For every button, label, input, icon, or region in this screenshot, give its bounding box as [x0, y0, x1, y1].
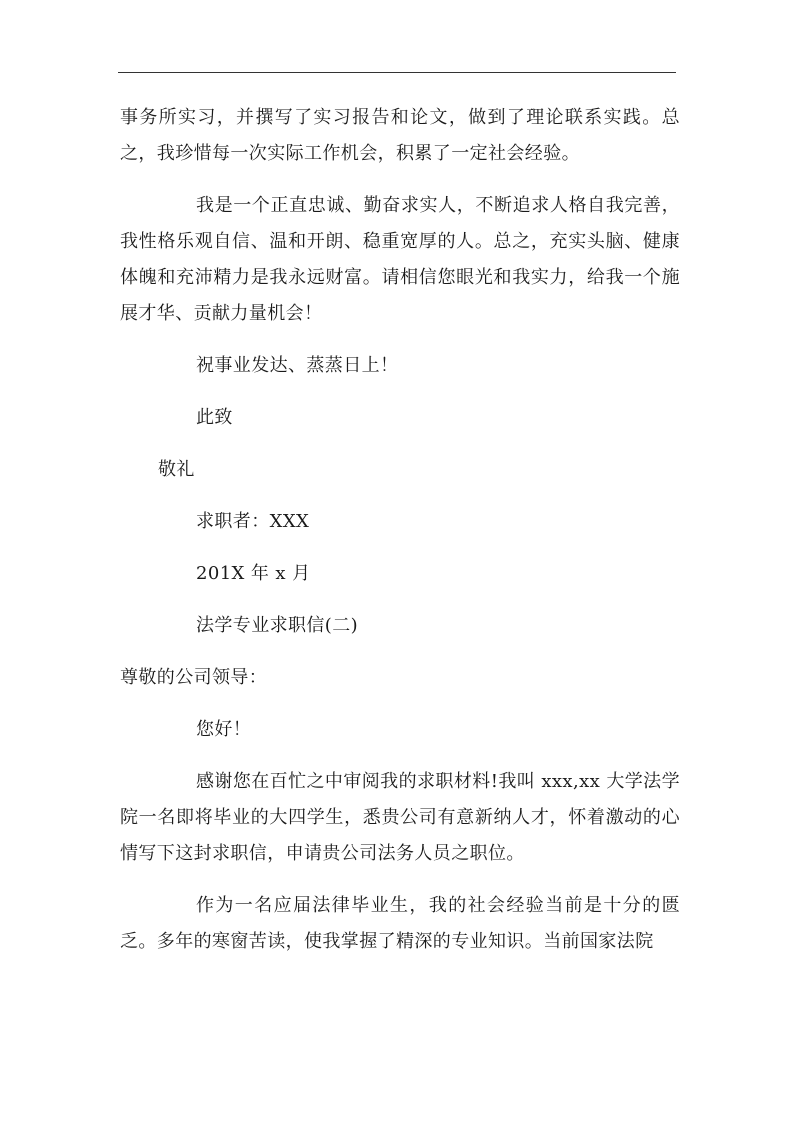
paragraph-introduction: 感谢您在百忙之中审阅我的求职材料!我叫 xxx,xx 大学法学院一名即将毕业的大四学生，悉贵公司有意新纳人才，怀着激动的心情写下这封求职信，申请贵公司法务人员之职位。 — [120, 771, 680, 864]
signature: 求职者：XXX — [196, 511, 310, 532]
salutation: 尊敬的公司领导： — [120, 667, 268, 688]
header-rule — [118, 72, 676, 73]
greeting: 您好！ — [196, 719, 252, 740]
document-body — [120, 100, 680, 976]
paragraph-internship: 事务所实习，并撰写了实习报告和论文，做到了理论联系实践。总之，我珍惜每一次实际工作机会，积累了一定社会经验。 — [120, 107, 680, 164]
paragraph-experience: 作为一名应届法律毕业生，我的社会经验当前是十分的匮乏。多年的寒窗苦读，使我掌握了精深的专业知识。当前国家法院 — [120, 895, 680, 952]
section-title: 法学专业求职信(二) — [196, 615, 359, 636]
closing-regards-line2: 敬礼 — [158, 459, 195, 480]
date: 201X 年 x 月 — [196, 563, 311, 584]
closing-regards-line1: 此致 — [196, 407, 233, 428]
paragraph-self-description: 我是一个正直忠诚、勤奋求实人，不断追求人格自我完善，我性格乐观自信、温和开朗、稳重宽厚的人。总之，充实头脑、健康体魄和充沛精力是我永远财富。请相信您眼光和我实力，给我一个施展才华、贡献力量机会！ — [120, 195, 680, 324]
closing-wish: 祝事业发达、蒸蒸日上！ — [196, 355, 399, 376]
